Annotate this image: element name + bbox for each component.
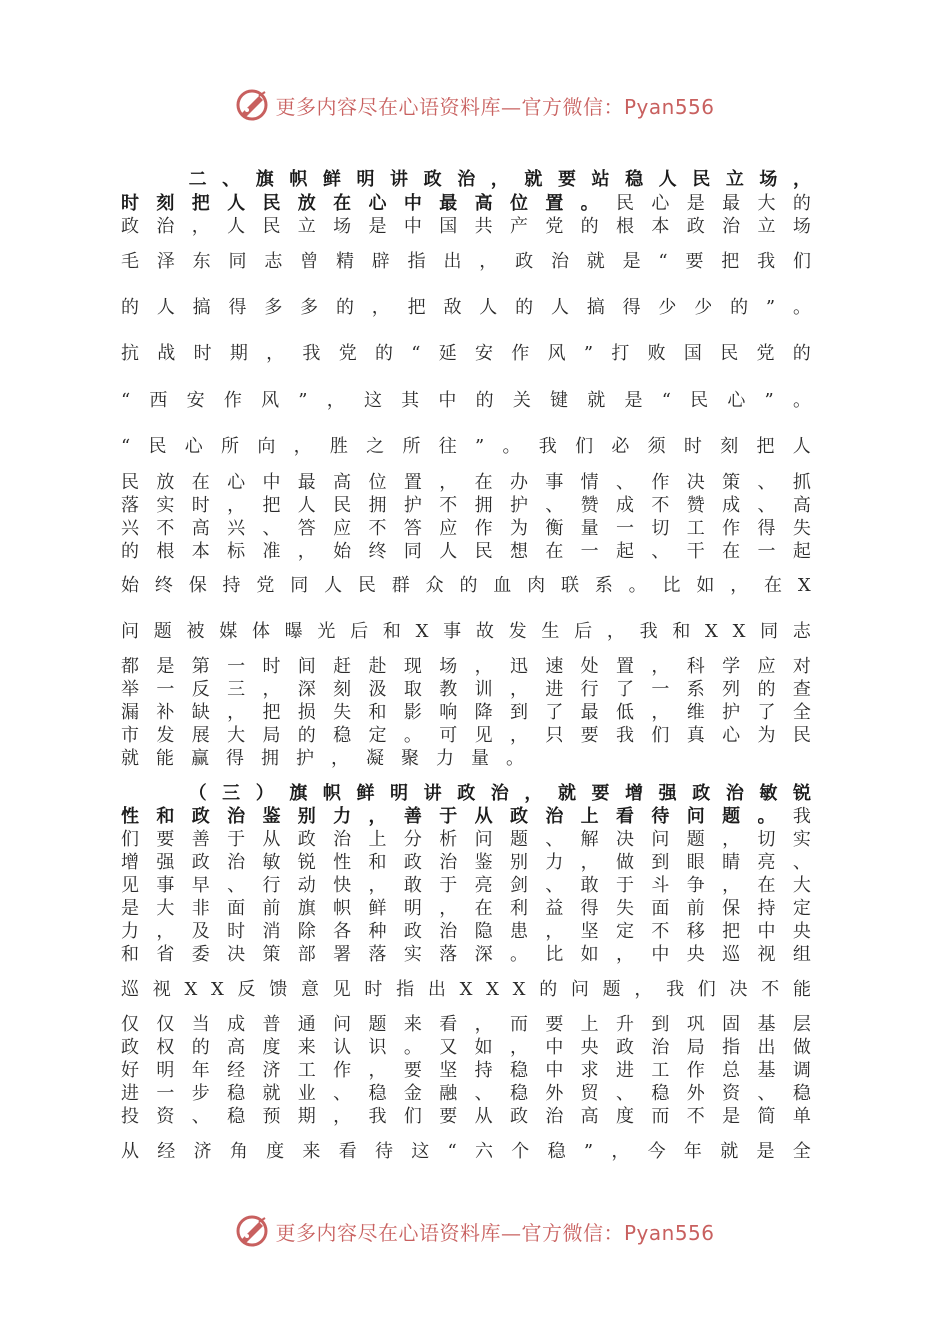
text-line: 举 一 反 三 ， 深 刻 汲 取 教 训 ， 进 行 了 一 系 列 的 查	[121, 679, 811, 700]
text-line: 力 ， 及 时 消 除 各 种 政 治 隐 患 ， 坚 定 不 移 把 中 央	[121, 921, 811, 942]
text-line: 都 是 第 一 时 间 赶 赴 现 场 ， 迅 速 处 置 ， 科 学 应 对	[121, 656, 811, 677]
text-line: 抗 战 时 期 ， 我 党 的 “ 延 安 作 风 ” 打 败 国 民 党 的	[121, 343, 811, 364]
text-line: 是 大 非 面 前 旗 帜 鲜 明 ， 在 利 益 得 失 面 前 保 持 定	[121, 898, 811, 919]
footer-watermark	[0, 1210, 950, 1252]
document-body	[121, 168, 811, 1168]
text-line: 二 、 旗 帜 鲜 明 讲 政 治 ， 就 要 站 稳 人 民 立 场 ，	[188, 169, 811, 190]
text-line: 从 经 济 角 度 来 看 待 这 “ 六 个 稳 ” ， 今 年 就 是 全	[121, 1141, 811, 1162]
watermark-label: 更多内容尽在心语资料库—官方微信：Pyan556	[275, 94, 715, 119]
text-line: 市 发 展 大 局 的 稳 定 。 可 见 ， 只 要 我 们 真 心 为 民	[121, 725, 811, 746]
text-line: 毛 泽 东 同 志 曾 精 辟 指 出 ， 政 治 就 是 “ 要 把 我 们	[121, 251, 811, 272]
text-line: 问 题 被 媒 体 曝 光 后 和 X 事 故 发 生 后 ， 我 和 X X 同 志	[121, 621, 811, 642]
text-line: 增 强 政 治 敏 锐 性 和 政 治 鉴 别 力 ， 做 到 眼 睛 亮 、	[121, 852, 811, 873]
brand-logo-icon	[235, 1214, 269, 1248]
text-line: 们 要 善 于 从 政 治 上 分 析 问 题 、 解 决 问 题 ， 切 实	[121, 829, 811, 850]
text-line: 仅 仅 当 成 普 通 问 题 来 看 ， 而 要 上 升 到 巩 固 基 层	[121, 1014, 811, 1035]
text-line: 时 刻 把 人 民 放 在 心 中 最 高 位 置 。 民 心 是 最 大 的	[121, 193, 811, 214]
text-line: 投 资 、 稳 预 期 ， 我 们 要 从 政 治 高 度 而 不 是 简 单	[121, 1106, 811, 1127]
text-line: 落 实 时 ， 把 人 民 拥 护 不 拥 护 、 赞 成 不 赞 成 、 高	[121, 495, 811, 516]
text-line: “ 西 安 作 风 ” ， 这 其 中 的 关 键 就 是 “ 民 心 ” 。	[121, 390, 811, 411]
text-line: 始 终 保 持 党 同 人 民 群 众 的 血 肉 联 系 。 比 如 ， 在 X	[121, 575, 811, 596]
text-line: 民 放 在 心 中 最 高 位 置 ， 在 办 事 情 、 作 决 策 、 抓	[121, 472, 811, 493]
text-line: 见 事 早 、 行 动 快 ， 敢 于 亮 剑 、 敢 于 斗 争 ， 在 大	[121, 875, 811, 896]
text-line: 政 权 的 高 度 来 认 识 。 又 如 ， 中 央 政 治 局 指 出 做	[121, 1037, 811, 1058]
text-line: 好 明 年 经 济 工 作 ， 要 坚 持 稳 中 求 进 工 作 总 基 调	[121, 1060, 811, 1081]
text-line: 的 根 本 标 准 ， 始 终 同 人 民 想 在 一 起 、 干 在 一 起	[121, 541, 811, 562]
text-line: 就 能 赢 得 拥 护 ， 凝 聚 力 量 。	[121, 748, 524, 769]
text-line: 和 省 委 决 策 部 署 落 实 落 深 。 比 如 ， 中 央 巡 视 组	[121, 944, 811, 965]
text-line: 巡 视 X X 反 馈 意 见 时 指 出 X X X 的 问 题 ， 我 们 决 不 能	[121, 979, 811, 1000]
text-line: （ 三 ） 旗 帜 鲜 明 讲 政 治 ， 就 要 增 强 政 治 敏 锐	[188, 783, 811, 804]
text-line: “ 民 心 所 向 ， 胜 之 所 往 ” 。 我 们 必 须 时 刻 把 人	[121, 436, 811, 457]
text-line: 漏 补 缺 ， 把 损 失 和 影 响 降 到 了 最 低 ， 维 护 了 全	[121, 702, 811, 723]
text-line: 兴 不 高 兴 、 答 应 不 答 应 作 为 衡 量 一 切 工 作 得 失	[121, 518, 811, 539]
brand-logo-icon	[235, 88, 269, 122]
header-watermark	[0, 84, 950, 126]
text-line: 进 一 步 稳 就 业 、 稳 金 融 、 稳 外 贸 、 稳 外 资 、 稳	[121, 1083, 811, 1104]
watermark-label: 更多内容尽在心语资料库—官方微信：Pyan556	[275, 1220, 715, 1245]
text-line: 政 治 ， 人 民 立 场 是 中 国 共 产 党 的 根 本 政 治 立 场	[121, 216, 811, 237]
text-line: 性 和 政 治 鉴 别 力 ， 善 于 从 政 治 上 看 待 问 题 。 我	[121, 806, 811, 827]
text-line: 的 人 搞 得 多 多 的 ， 把 敌 人 的 人 搞 得 少 少 的 ” 。	[121, 297, 811, 318]
